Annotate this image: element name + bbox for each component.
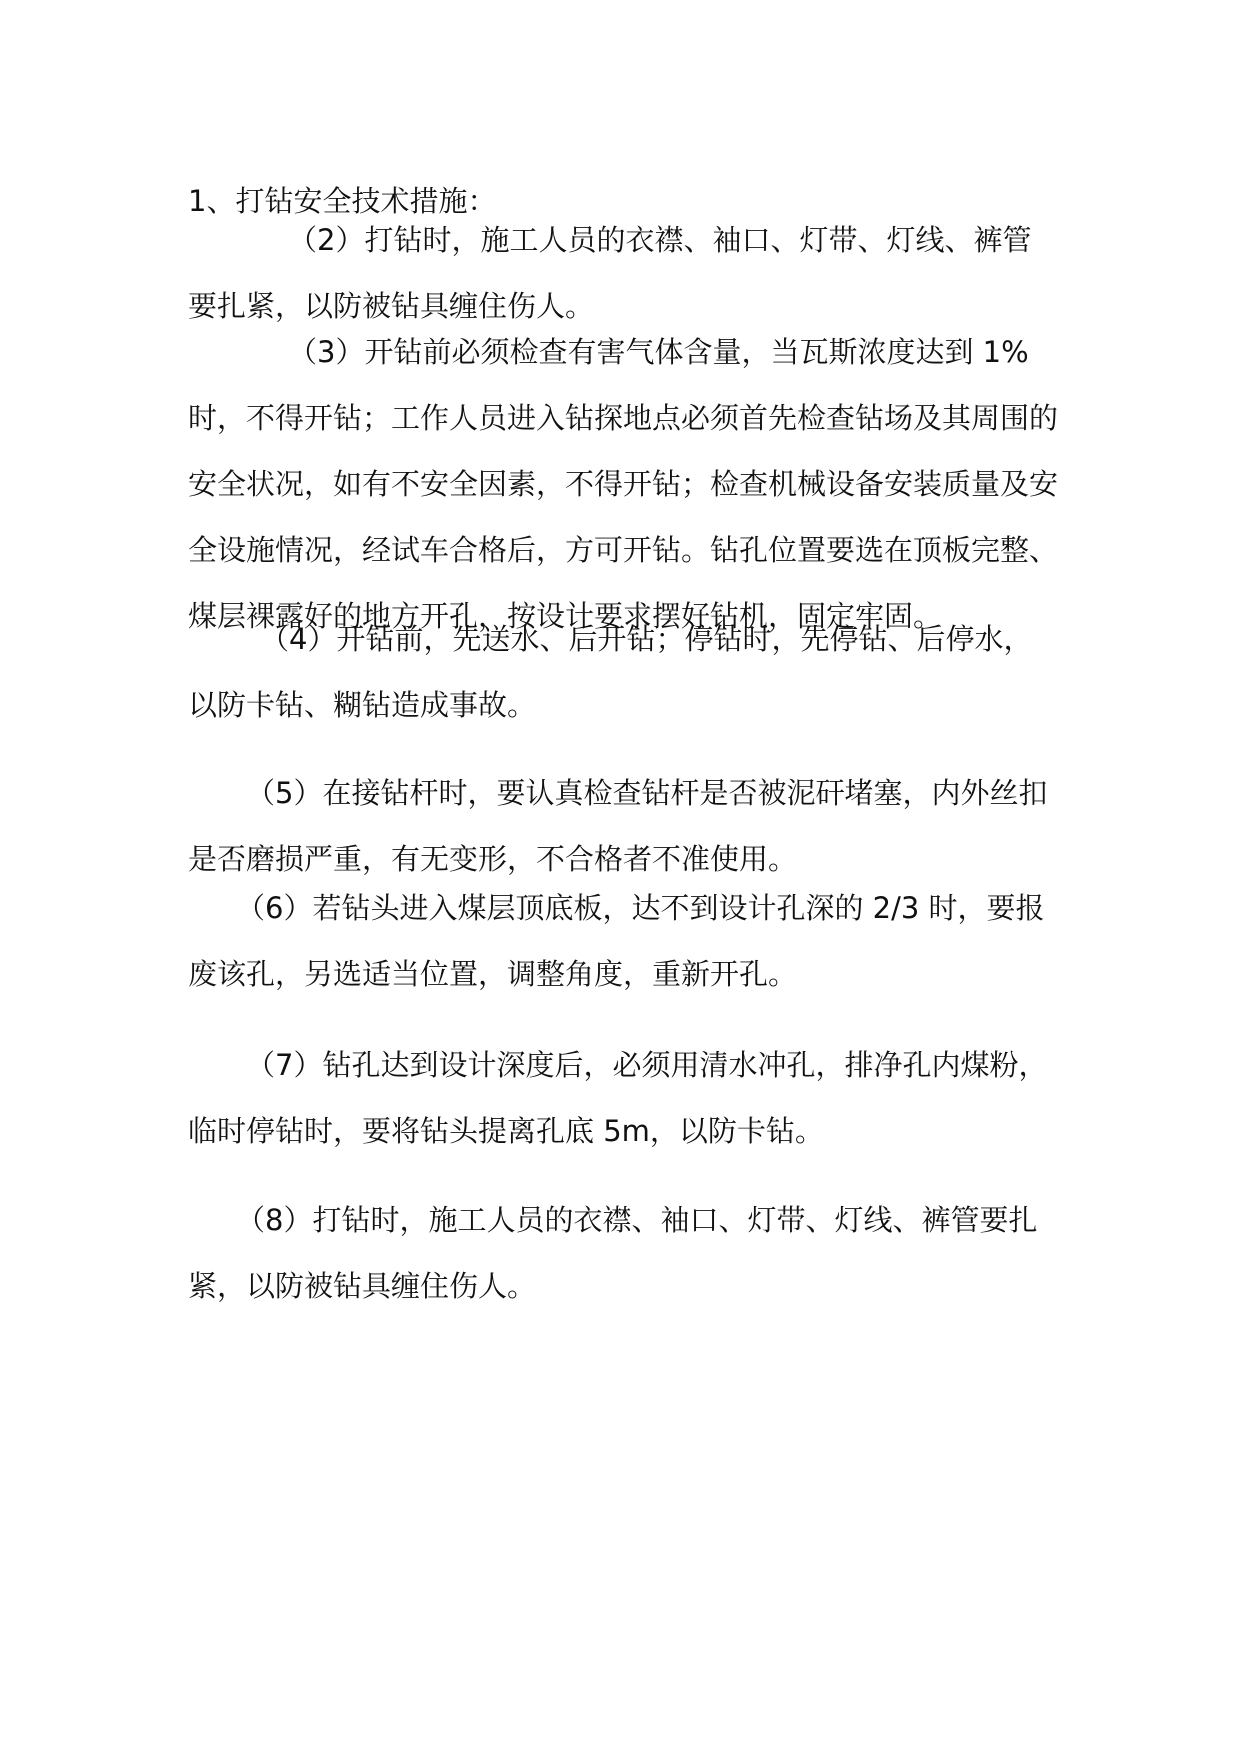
paragraph-3: （3）开钻前必须检查有害气体含量，当瓦斯浓度达到 1%时，不得开钻；工作人员进入钻探地点必须首先检查钻场及其周围的安全状况，如有不安全因素，不得开钻；检查机械设备安装质量及安全设施情况，经试车合格后，方可开钻。钻孔位置要选在顶板完整、煤层裸露好的地方开孔，按设计要求摆好钻机，固定牢固。 <box>188 335 1059 633</box>
paragraph-6: （6）若钻头进入煤层顶底板，达不到设计孔深的 2/3 时，要报废该孔，另选适当位置，调整角度，重新开孔。 <box>188 891 1045 991</box>
paragraph-2: （2）打钻时，施工人员的衣襟、袖口、灯带、灯线、裤管要扎紧，以防被钻具缠住伤人。 <box>188 223 1032 323</box>
paragraph-4: （4）开钻前，先送水、后开钻；停钻时，先停钻、后停水，以防卡钻、糊钻造成事故。 <box>188 622 1033 722</box>
paragraph-8: （8）打钻时，施工人员的衣襟、袖口、灯带、灯线、裤管要扎紧，以防被钻具缠住伤人。 <box>188 1203 1038 1303</box>
paragraph-5: （5）在接钻杆时，要认真检查钻杆是否被泥矸堵塞，内外丝扣是否磨损严重，有无变形，不合格者不准使用。 <box>188 776 1048 876</box>
section-heading: 1、打钻安全技术措施： <box>188 184 497 218</box>
paragraph-7: （7）钻孔达到设计深度后，必须用清水冲孔，排净孔内煤粉，临时停钻时，要将钻头提离孔底 5m，以防卡钻。 <box>188 1048 1048 1148</box>
